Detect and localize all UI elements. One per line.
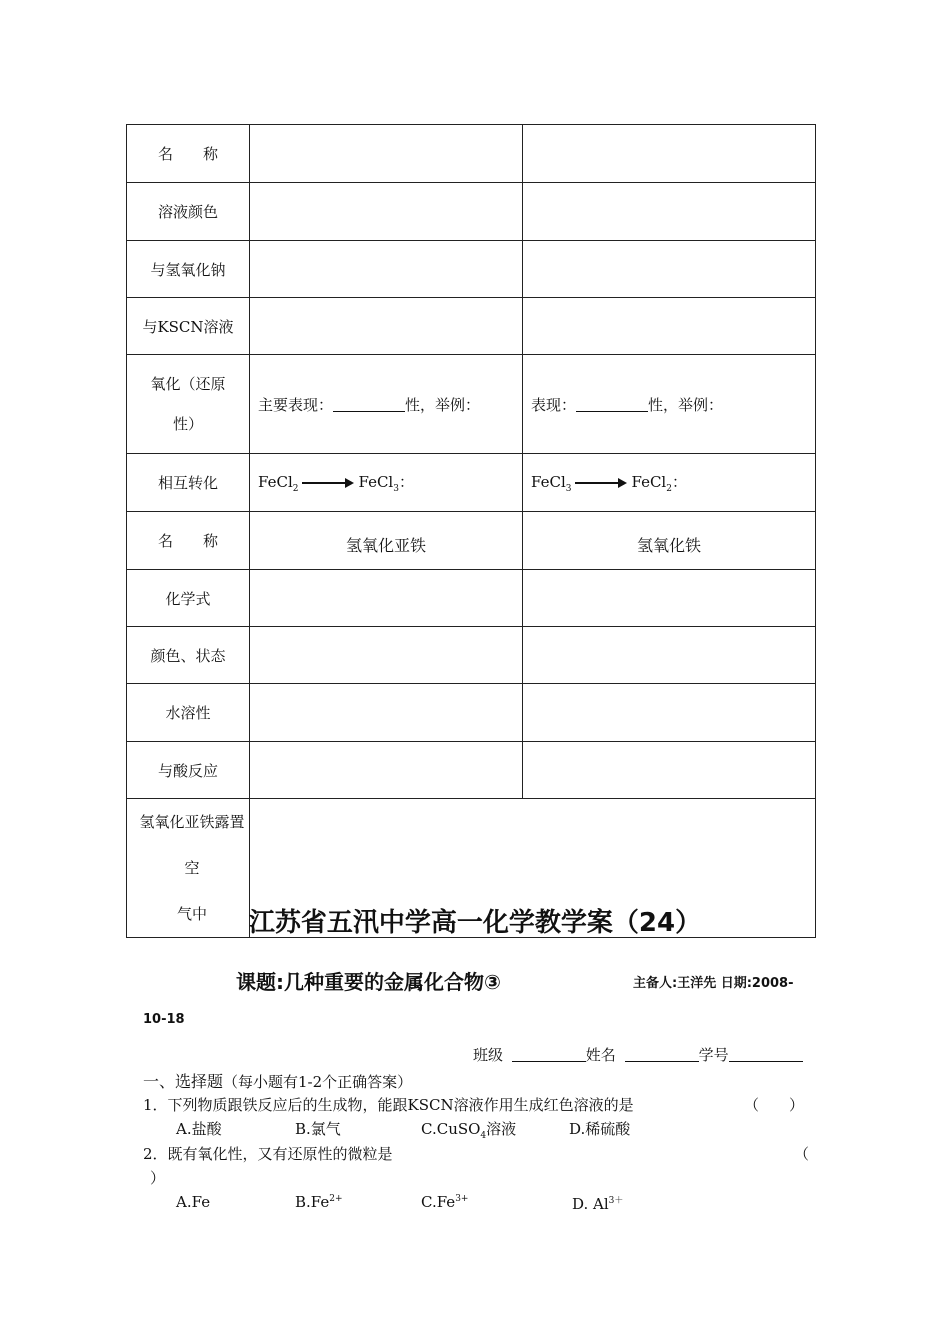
formula-fecl: FeCl bbox=[631, 473, 667, 491]
answer-blank[interactable] bbox=[576, 397, 648, 412]
cell-blank bbox=[250, 627, 523, 684]
q1-option-c bbox=[421, 1118, 516, 1141]
superscript: 3+ bbox=[455, 1194, 469, 1204]
label-name-2: 名 称 bbox=[127, 512, 250, 570]
author-date: 主备人:王洋先 日期:2008- bbox=[633, 976, 794, 991]
conversion-right-cell bbox=[523, 454, 816, 512]
number-field[interactable] bbox=[729, 1047, 803, 1062]
label-name: 名 称 bbox=[127, 125, 250, 183]
number-label: 学号 bbox=[698, 1046, 729, 1064]
cell-blank bbox=[250, 742, 523, 799]
q1-option-a: A.盐酸 bbox=[176, 1120, 222, 1138]
label-air-line1: 氢氧化亚铁露置空 bbox=[139, 813, 245, 877]
redox-right-text1: 表现： bbox=[531, 395, 577, 414]
subscript: 3 bbox=[565, 484, 572, 494]
cell-blank bbox=[250, 125, 523, 183]
section-note: （每小题有1-2个正确答案） bbox=[223, 1073, 413, 1091]
cell-blank bbox=[523, 742, 816, 799]
superscript: 3＋ bbox=[608, 1196, 624, 1206]
option-c-formula: C.CuSO bbox=[421, 1120, 481, 1138]
q2-option-c bbox=[421, 1193, 468, 1211]
formula-fecl: FeCl bbox=[358, 473, 394, 491]
cell-blank bbox=[250, 570, 523, 627]
colon: ： bbox=[671, 473, 687, 491]
label-formula: 化学式 bbox=[127, 570, 250, 627]
label-air-line2: 气中 bbox=[176, 905, 207, 923]
redox-left-text1: 主要表现： bbox=[258, 395, 334, 414]
cell-blank bbox=[250, 183, 523, 241]
cell-blank bbox=[523, 570, 816, 627]
lesson-topic: 课题:几种重要的金属化合物③ bbox=[236, 970, 501, 994]
q1-option-d: D.稀硫酸 bbox=[569, 1120, 631, 1138]
formula-fecl: FeCl bbox=[258, 473, 293, 491]
ferric-hydroxide-header: 氢氧化铁 bbox=[523, 512, 816, 570]
label-redox-line1: 氧化（还原 bbox=[150, 375, 226, 393]
conversion-left-cell bbox=[250, 454, 523, 512]
cell-blank bbox=[523, 183, 816, 241]
date-continuation: 10-18 bbox=[143, 1012, 185, 1027]
answer-bracket-1[interactable]: （ ） bbox=[744, 1096, 805, 1114]
cell-blank bbox=[523, 684, 816, 742]
name-label: 姓名 bbox=[585, 1046, 616, 1064]
label-color-state: 颜色、状态 bbox=[127, 627, 250, 684]
q2-option-d bbox=[572, 1193, 623, 1213]
arrow-icon bbox=[302, 478, 354, 488]
question-1: 1．下列物质跟铁反应后的生成物，能跟KSCN溶液作用生成红色溶液的是 bbox=[143, 1096, 634, 1114]
cell-blank bbox=[250, 684, 523, 742]
label-redox-line2: 性） bbox=[172, 415, 203, 433]
cell-blank bbox=[250, 241, 523, 298]
class-label: 班级 bbox=[473, 1046, 504, 1064]
label-redox bbox=[127, 355, 250, 454]
answer-blank[interactable] bbox=[333, 397, 405, 412]
class-field[interactable] bbox=[512, 1047, 586, 1062]
redox-left-cell bbox=[250, 355, 523, 454]
formula-fecl: FeCl bbox=[531, 473, 566, 491]
q1-option-b: B.氯气 bbox=[295, 1120, 341, 1138]
label-kscn: 与KSCN溶液 bbox=[127, 298, 250, 355]
option-b-formula: B.Fe bbox=[295, 1193, 330, 1211]
subscript: 2 bbox=[292, 484, 299, 494]
comparison-table bbox=[126, 124, 816, 938]
name-field[interactable] bbox=[625, 1047, 699, 1062]
label-solubility: 水溶性 bbox=[127, 684, 250, 742]
cell-blank bbox=[523, 627, 816, 684]
question-2: 2．既有氧化性，又有还原性的微粒是 bbox=[143, 1145, 393, 1163]
arrow-icon bbox=[575, 478, 627, 488]
answer-bracket-2-close: ） bbox=[150, 1169, 166, 1187]
option-d-formula: D. Al bbox=[572, 1195, 609, 1213]
redox-left-text2: 性，举例： bbox=[405, 395, 481, 414]
redox-right-cell bbox=[523, 355, 816, 454]
q2-option-b bbox=[295, 1193, 343, 1211]
cell-blank bbox=[523, 241, 816, 298]
subscript: 4 bbox=[480, 1131, 487, 1141]
cell-blank bbox=[523, 125, 816, 183]
subscript: 3 bbox=[393, 484, 399, 494]
subscript: 2 bbox=[666, 484, 672, 494]
option-c-formula: C.Fe bbox=[421, 1193, 456, 1211]
label-acid-reaction: 与酸反应 bbox=[127, 742, 250, 799]
page-title: 江苏省五汛中学高一化学教学案（24） bbox=[248, 908, 702, 938]
cell-blank bbox=[523, 298, 816, 355]
option-c-suffix: 溶液 bbox=[486, 1120, 517, 1138]
label-solution-color: 溶液颜色 bbox=[127, 183, 250, 241]
answer-bracket-2-open[interactable]: （ bbox=[794, 1145, 810, 1163]
student-info bbox=[473, 1044, 803, 1065]
label-naoh: 与氢氧化钠 bbox=[127, 241, 250, 298]
superscript: 2+ bbox=[329, 1194, 343, 1204]
label-conversion: 相互转化 bbox=[127, 454, 250, 512]
section-heading bbox=[143, 1069, 412, 1092]
redox-right-text2: 性，举例： bbox=[648, 395, 724, 414]
ferrous-hydroxide-header: 氢氧化亚铁 bbox=[250, 512, 523, 570]
q2-option-a: A.Fe bbox=[176, 1193, 211, 1211]
section-title: 一、选择题 bbox=[143, 1072, 224, 1091]
cell-blank bbox=[250, 298, 523, 355]
colon: ： bbox=[398, 473, 414, 491]
